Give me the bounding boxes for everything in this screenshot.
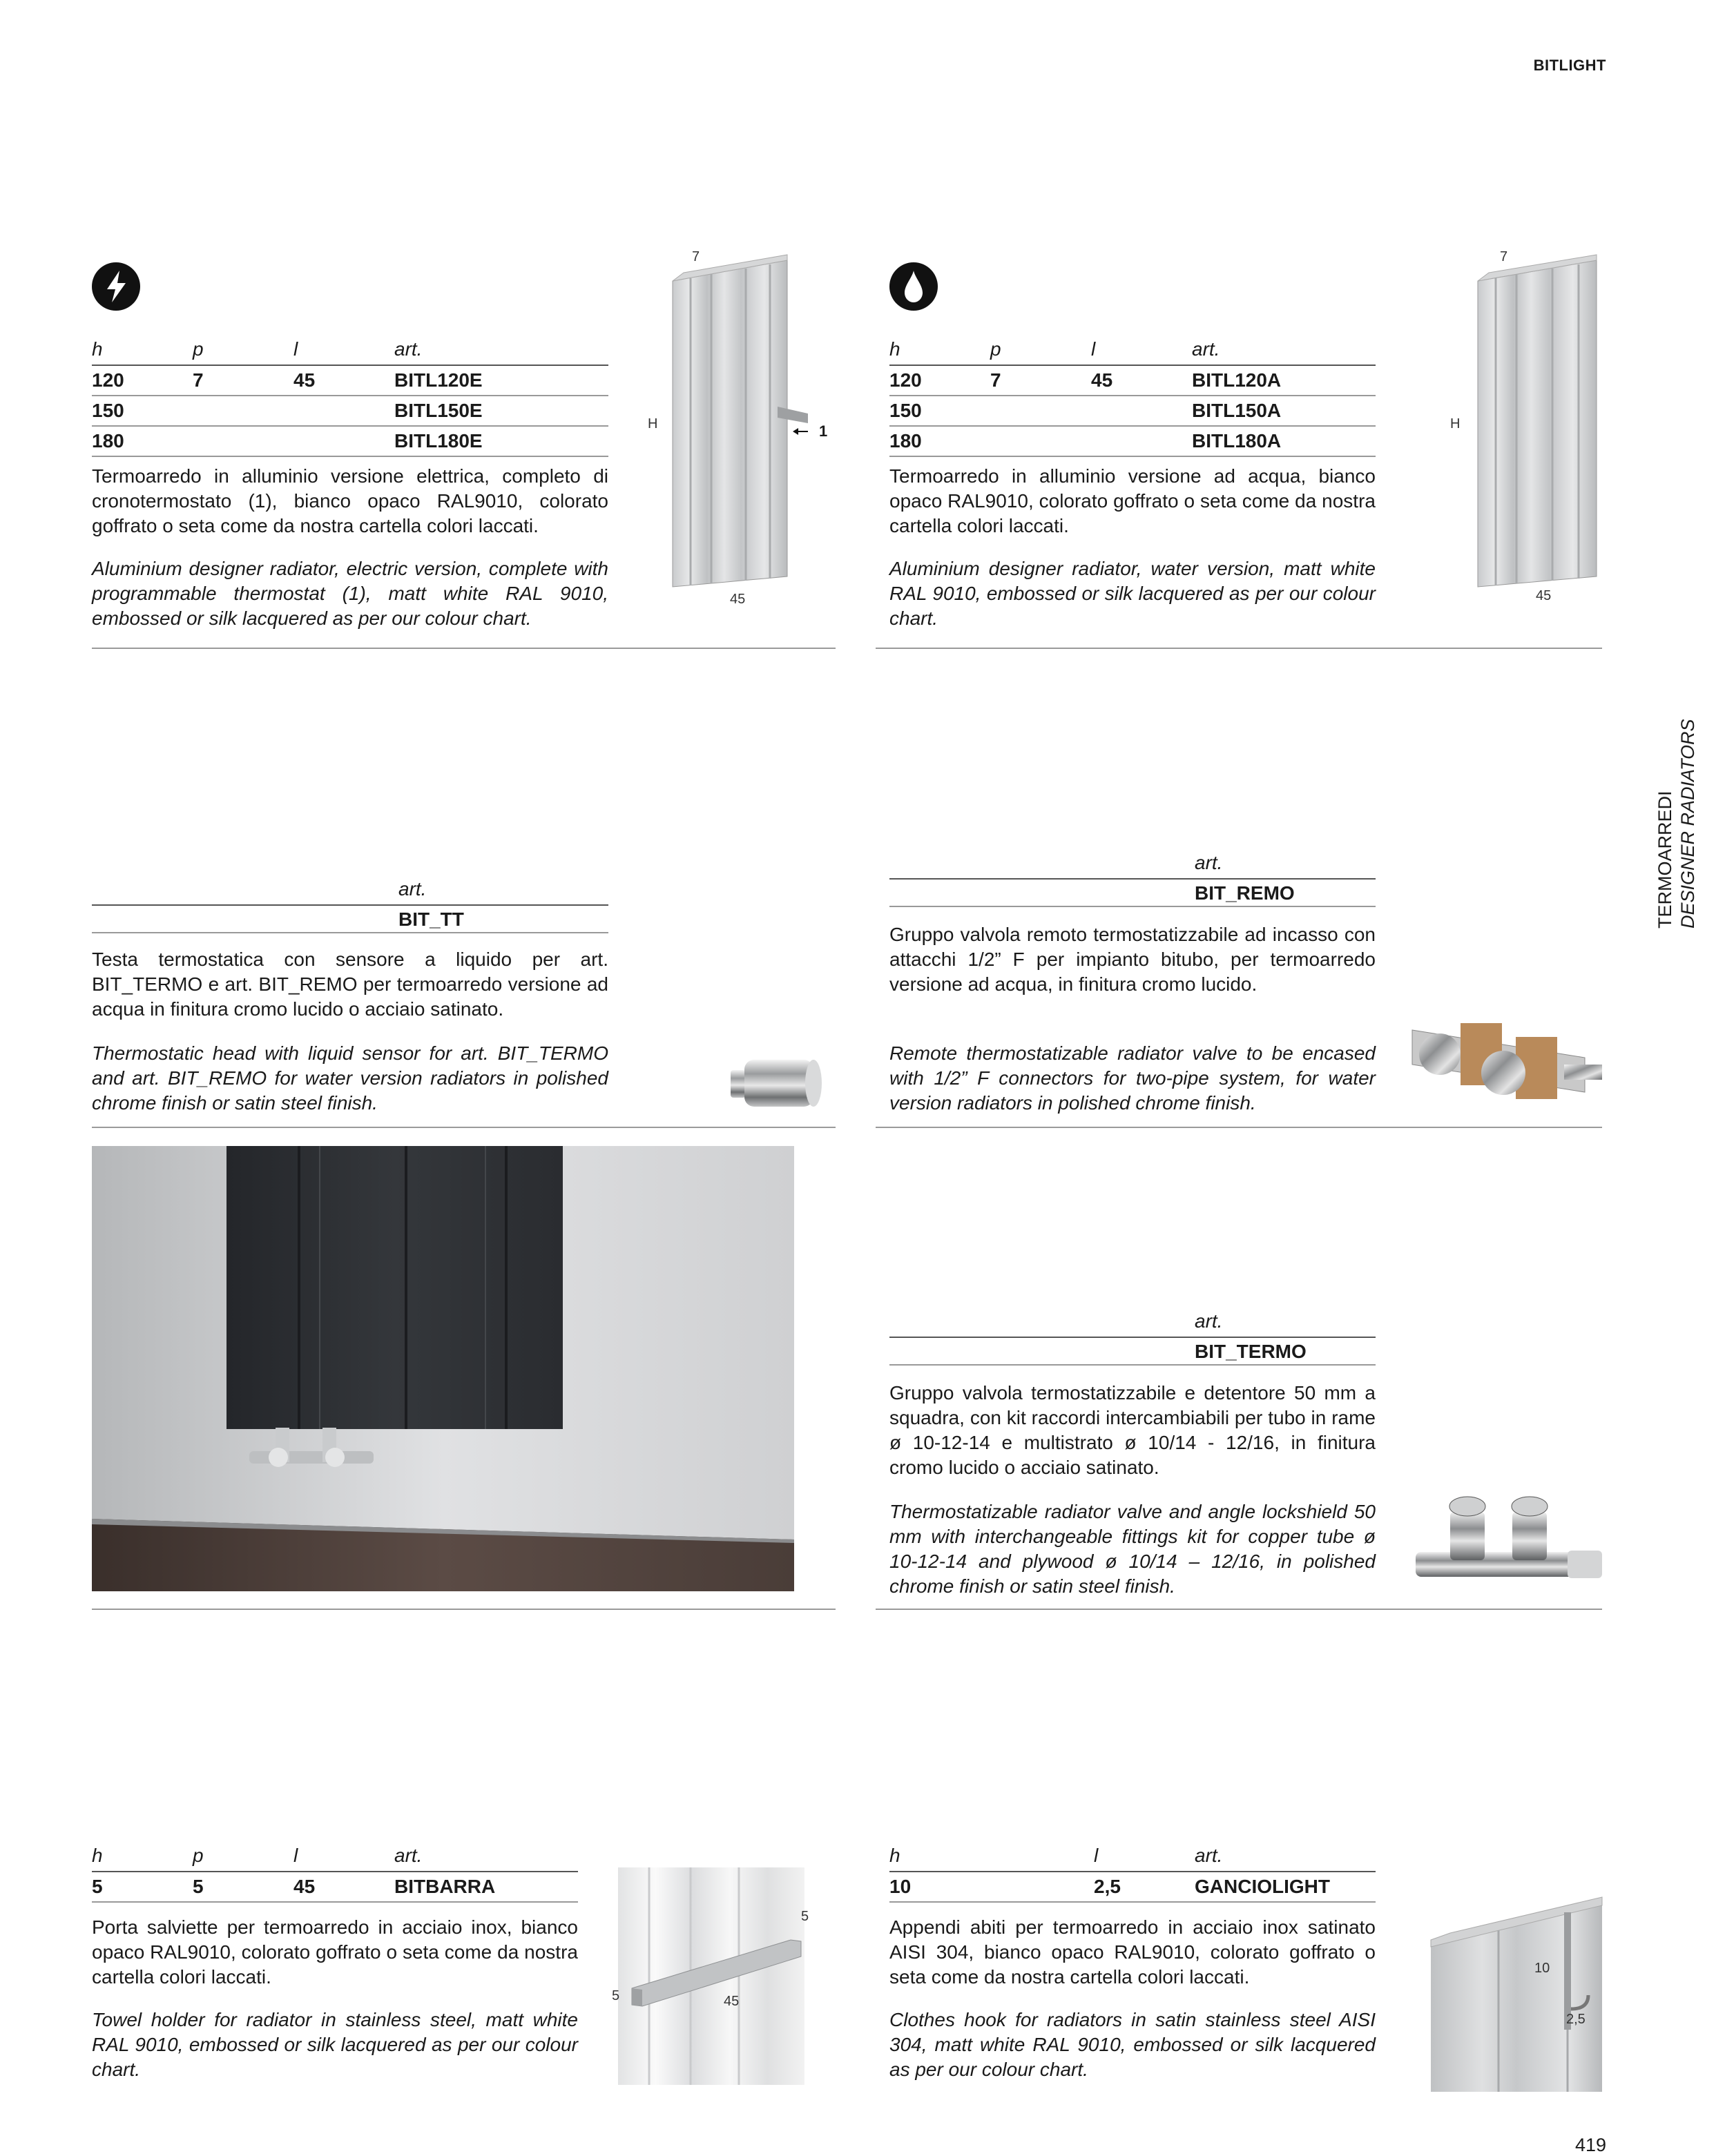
cell-p [193,396,293,426]
cell-h: 120 [92,365,193,396]
table-row [92,365,608,396]
table-row [92,426,608,456]
page-number: 419 [1574,2135,1606,2155]
art-code: BIT_TERMO [889,1338,1376,1366]
col-art: art. [1195,1843,1376,1872]
bit-tt-description-en: Thermostatic head with liquid sensor for art. BIT_TERMO and art. BIT_REMO for water version radiators in polished chrome finish or satin steel finish. [92,1042,608,1114]
cell-l [1091,426,1192,456]
gancio-spec-table-wrap [889,1843,1376,1903]
bit-remo-description-it: Gruppo valvola remoto termostatizzabile ad incasso con attacchi 1/2” F per impianto bitubo, per termoarredo versione ad acqua, in finitura cromo lucido. [889,924,1376,995]
col-l: l [1094,1843,1195,1872]
cell-h: 150 [889,396,990,426]
section-divider [92,1127,836,1128]
valve-lockshield-image [1409,1491,1609,1588]
section-divider [92,1609,836,1610]
cell-l: 45 [293,1872,394,1902]
electric-radiator-drawing [642,245,836,611]
cell-p [990,396,1091,426]
cell-l [293,396,394,426]
cell-l: 2,5 [1094,1872,1195,1902]
col-art: art. [1192,337,1376,365]
water-spec-table-wrap [889,337,1376,457]
cell-art: BITL150A [1192,396,1376,426]
col-art: art. [394,1843,578,1872]
table-row [92,1872,578,1902]
gancio-description-en: Clothes hook for radiators in satin stainless steel AISI 304, matt white RAL 9010, embossed or silk lacquered as per our colour chart. [889,2009,1376,2080]
bit-termo-description-en: Thermostatizable radiator valve and angle lockshield 50 mm with interchangeable fittings kit for copper tube ø 10-12-14 and plywood ø 10/14 – 12/16, in polished chrome finish or satin steel finish. [889,1501,1376,1597]
col-p: p [990,337,1091,365]
art-header: art. [92,878,608,906]
col-h: h [889,337,990,365]
dim-top: 7 [692,249,700,264]
cell-h: 180 [889,426,990,456]
bitbarra-spec-table [92,1843,578,1903]
bit-termo-description-it: Gruppo valvola termostatizzabile e detentore 50 mm a squadra, con kit raccordi intercambiabili per tubo in rame ø 10-12-14 e multistrato ø 10/14 - 12/16, in finitura cromo lucido o acciaio satinato. [889,1382,1376,1478]
water-description-it: Termoarredo in alluminio versione ad acqua, bianco opaco RAL9010, colorato goffrato o seta come da nostra cartella colori laccati. [889,465,1376,536]
cell-art: BITL180A [1192,426,1376,456]
cell-p [193,426,293,456]
gancio-description-it: Appendi abiti per termoarredo in acciaio inox satinato AISI 304, bianco opaco RAL9010, colorato goffrato o seta come da nostra cartella colori laccati. [889,1916,1376,1988]
bit-tt-table [92,878,608,933]
cell-h: 120 [889,365,990,396]
water-description-en: Aluminium designer radiator, water version, matt white RAL 9010, embossed or silk lacquered as per our colour chart. [889,558,1376,629]
dim-width: 2,5 [1566,2012,1586,2027]
dim-height: 10 [1534,1961,1550,1976]
cell-p: 7 [193,365,293,396]
dim-top: 7 [1500,249,1508,264]
col-h: h [92,1843,193,1872]
col-p: p [193,337,293,365]
cell-h: 180 [92,426,193,456]
water-drop-icon [889,262,938,311]
electric-spec-table [92,337,608,457]
water-spec-table [889,337,1376,457]
dim-width: 45 [724,1994,740,2009]
art-code: BIT_TT [92,906,608,933]
col-p: p [193,1843,293,1872]
cell-l: 45 [293,365,394,396]
bitbarra-description-it: Porta salviette per termoarredo in acciaio inox, bianco opaco RAL9010, colorato goffrato o seta come da nostra cartella colori laccati. [92,1916,578,1988]
art-code: BIT_REMO [889,880,1376,907]
towel-holder-drawing [601,1864,829,2088]
cell-l: 45 [1091,365,1192,396]
water-radiator-drawing [1450,245,1630,611]
gancio-spec-table [889,1843,1376,1903]
col-l: l [293,337,394,365]
electric-description-en: Aluminium designer radiator, electric version, complete with programmable thermostat (1), matt white RAL 9010, embossed or silk lacquered as per our colour chart. [92,558,608,629]
cell-art: BITBARRA [394,1872,578,1902]
section-side-label [1654,701,1698,929]
cell-art: GANCIOLIGHT [1195,1872,1376,1902]
art-header: art. [889,1310,1376,1338]
col-l: l [1091,337,1192,365]
cell-l [293,426,394,456]
col-h: h [889,1843,1094,1872]
side-label-line2: DESIGNER RADIATORS [1677,719,1698,929]
section-divider [92,648,836,649]
bitbarra-description-en: Towel holder for radiator in stainless steel, matt white RAL 9010, embossed or silk lacquered as per our colour chart. [92,2009,578,2080]
dim-height: H [648,416,658,431]
bitbarra-spec-table-wrap [92,1843,578,1903]
table-row [889,365,1376,396]
dim-height: 5 [801,1909,809,1924]
bit-tt-description-it: Testa termostatica con sensore a liquido per art. BIT_TERMO e art. BIT_REMO per termoarredo versione ad acqua in finitura cromo lucido o acciaio satinato. [92,949,608,1020]
col-l: l [293,1843,394,1872]
section-divider [876,648,1602,649]
dim-depth: 5 [612,1988,620,2003]
table-row [889,426,1376,456]
art-header: art. [889,852,1376,880]
col-h: h [92,337,193,365]
cell-l [1091,396,1192,426]
cell-p: 5 [193,1872,293,1902]
thermostatic-head-image [725,1053,829,1115]
dim-width: 45 [1536,588,1552,603]
section-divider [876,1609,1602,1610]
remote-valve-image [1398,1009,1606,1106]
cell-h: 10 [889,1872,1094,1902]
cell-art: BITL150E [394,396,608,426]
dim-callout: 1 [819,423,828,440]
table-row [92,396,608,426]
installed-radiator-photo [92,1146,794,1591]
cell-h: 150 [92,396,193,426]
bit-termo-table [889,1310,1376,1366]
clothes-hook-drawing [1423,1892,1609,2092]
side-label-line1: TERMOARREDI [1655,790,1675,929]
lightning-bolt-icon [92,262,140,311]
dim-height: H [1450,416,1461,431]
dim-width: 45 [730,592,746,607]
section-divider [876,1127,1602,1128]
cell-p [990,426,1091,456]
cell-p: 7 [990,365,1091,396]
bit-remo-description-en: Remote thermostatizable radiator valve to be encased with 1/2” F connectors for two-pipe system, for water version radiators in polished chrome finish. [889,1042,1376,1114]
bit-remo-table [889,852,1376,907]
electric-spec-table-wrap [92,337,608,457]
table-row [889,396,1376,426]
table-row [889,1872,1376,1902]
cell-art: BITL180E [394,426,608,456]
page-header-title: BITLIGHT [1533,57,1606,74]
col-art: art. [394,337,608,365]
cell-h: 5 [92,1872,193,1902]
electric-description-it: Termoarredo in alluminio versione elettrica, completo di cronotermostato (1), bianco opaco RAL9010, colorato goffrato o seta come da nostra cartella colori laccati. [92,465,608,536]
cell-art: BITL120A [1192,365,1376,396]
cell-art: BITL120E [394,365,608,396]
